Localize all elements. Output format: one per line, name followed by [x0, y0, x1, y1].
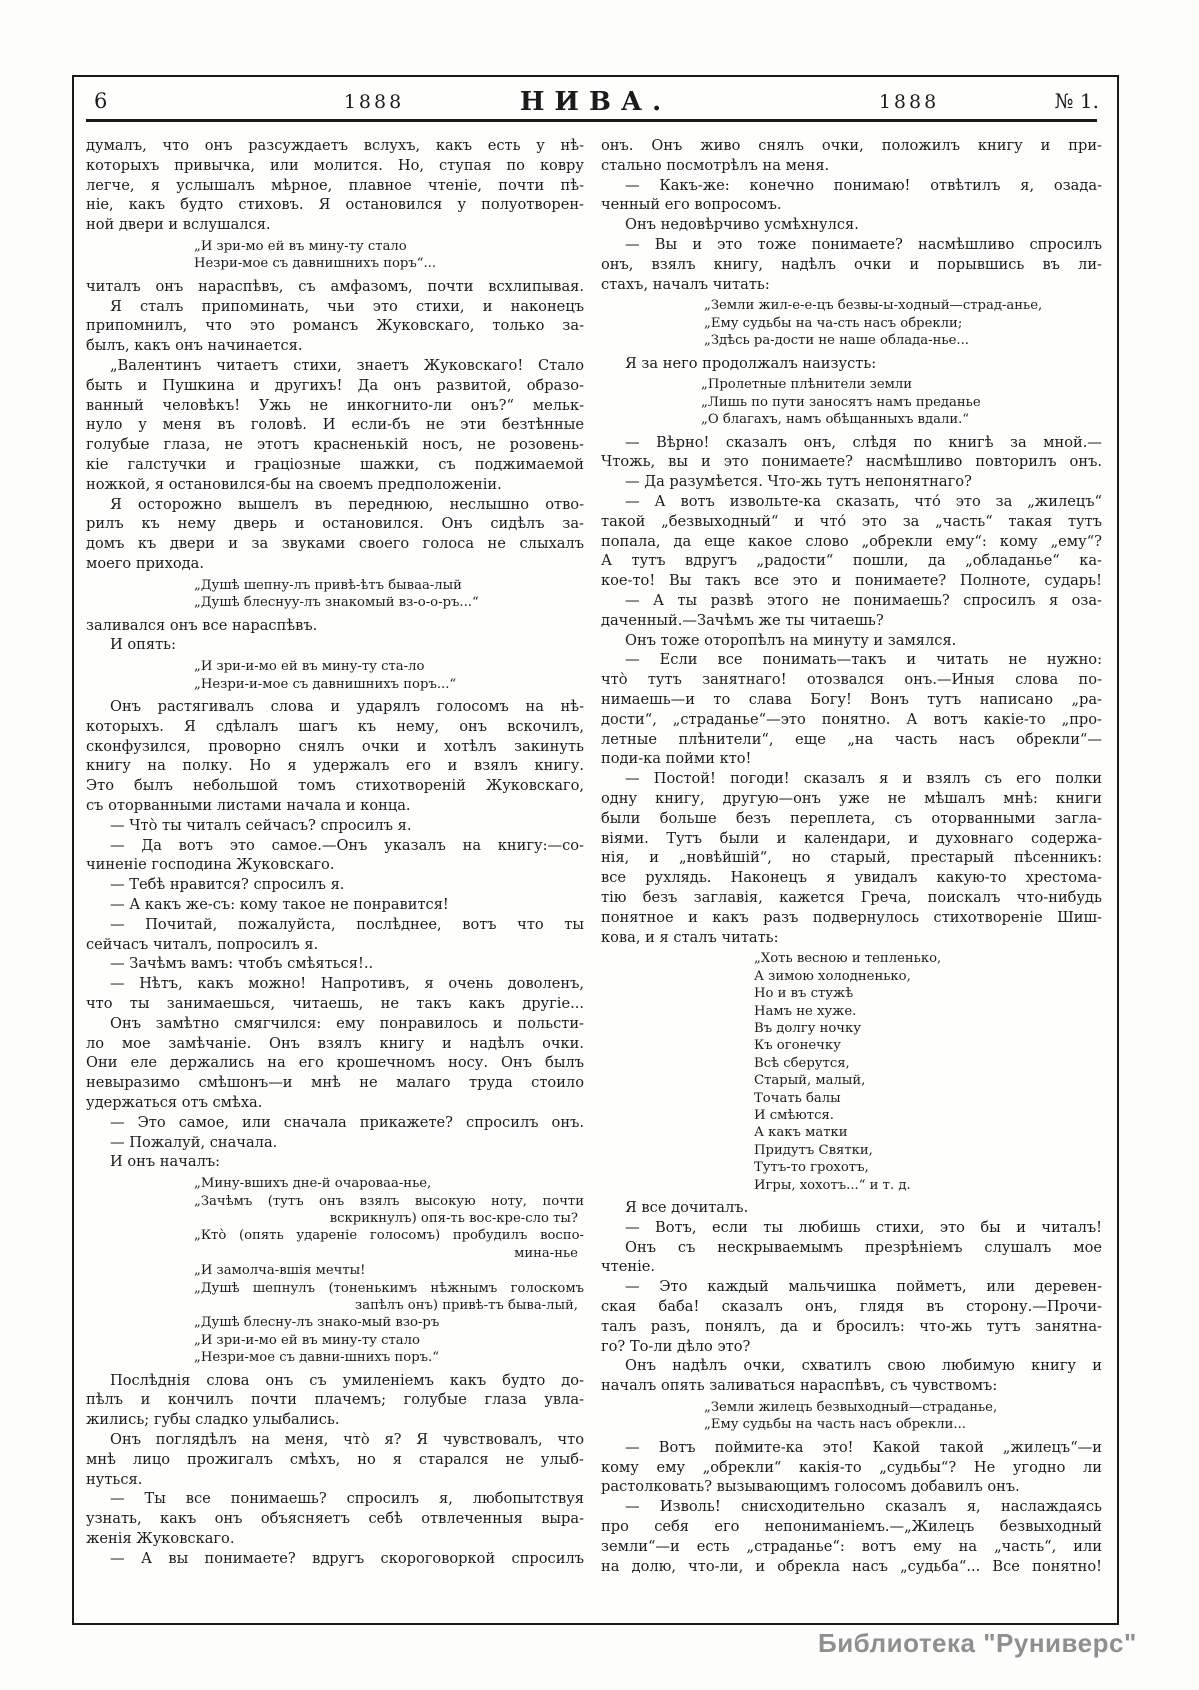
library-watermark: Библиотека "Руниверс" [818, 1628, 1137, 1658]
text-line: ножкой, я остановился-бы на своемъ предположеніи. [86, 475, 502, 493]
verse-line: Но и въ стужѣ [754, 986, 854, 1002]
paragraph [601, 433, 1102, 473]
paragraph [601, 1238, 1102, 1278]
text-line: — Да вотъ это самое.—Онъ указалъ на книгу:—со- [110, 836, 584, 854]
text-line: — А ты развѣ этого не понимаешь? спросилъ я оза- [625, 591, 1102, 609]
paragraph [601, 591, 1102, 631]
text-line: растолковать? вызывающимъ голосомъ добавилъ онъ. [601, 1478, 1020, 1496]
paragraph [86, 954, 584, 974]
text-line: узнать, какъ онъ объясняетъ себѣ отвлеченныя выра- [86, 1510, 584, 1528]
text-line: были больше безъ переплета, съ оторванными загла- [601, 809, 1102, 827]
text-line: женія Жуковскаго. [86, 1529, 235, 1547]
text-line: — Изволь! снисходительно сказалъ я, наслаждаясь [625, 1498, 1102, 1516]
text-line: — Ты все понимаешь? спросилъ я, любопытствуя [110, 1490, 584, 1508]
text-line: — А вы понимаете? вдругъ скороговоркой спросилъ [110, 1549, 584, 1567]
paragraph [86, 1014, 584, 1113]
verse-line: вскрикнулъ) опя-ть вос-кре-сло ты? [329, 1210, 578, 1226]
paragraph [86, 836, 584, 876]
paragraph [601, 1198, 1102, 1218]
verse-line: Къ огонечку [754, 1038, 841, 1054]
page-header [74, 87, 1117, 119]
text-line: началъ опять заливаться нараспѣвъ, съ чувствомъ: [601, 1377, 998, 1395]
verse-block [601, 376, 1102, 428]
verse-line: „Ему судьбы на ча-сть насъ обрекли; [704, 315, 963, 331]
verse-block [601, 1399, 1102, 1434]
text-line: которыхъ привычка, или молится. Но, ступая по ковру [86, 156, 584, 174]
header-year-left: 1888 [343, 91, 405, 113]
text-line: былъ, какъ онъ начинается. [86, 337, 303, 355]
verse-block [601, 297, 1102, 349]
verse-line: „О благахъ, намъ обѣщанныхъ вдали.“ [701, 412, 970, 428]
header-year-right: 1888 [878, 91, 940, 113]
text-line: быть и Пушкина и другихъ! Да онъ развитой, образо- [86, 376, 584, 394]
paragraph [86, 697, 584, 816]
paragraph [86, 1489, 584, 1548]
verse-line: Намъ не хуже. [754, 1003, 857, 1019]
text-line: нуться. [86, 1470, 143, 1488]
verse-line: запѣлъ онъ) привѣ-тъ быва-лый, [355, 1297, 578, 1313]
text-line: ніе, какъ будто стиховъ. Я остановился у полуотворен- [86, 196, 584, 214]
text-line: нія, и „новѣйшій“, но старый, престарый пѣсенникъ: [601, 849, 1102, 867]
paragraph [86, 1371, 584, 1430]
verse-block [601, 950, 1102, 1194]
text-line: — А вотъ извольте-ка сказать, что́ это за „жилецъ“ [625, 493, 1102, 510]
text-line: что̀ тутъ занятнаго! отозвался онъ.—Иныя слова по- [601, 671, 1102, 689]
text-line: Онъ съ нескрываемымъ презрѣніемъ слушалъ мое [625, 1238, 1102, 1256]
paragraph [86, 277, 584, 297]
verse-block [86, 577, 584, 612]
text-line: Я осторожно вышелъ въ переднюю, неслышно отво- [110, 495, 584, 513]
paragraph [86, 974, 584, 1014]
issue-number: № 1. [1054, 89, 1099, 113]
paragraph [601, 354, 1102, 374]
text-line: — Это самое, или сначала прикажете? спросилъ онъ. [110, 1113, 584, 1131]
text-line: Онъ растягивалъ слова и ударялъ голосомъ на нѣ- [110, 697, 584, 715]
text-line: кому ему „обрекли“ какія-то „судьбы“? Не угодно ли [601, 1458, 1102, 1476]
text-line: Они еле держались на его крошечномъ носу. Онъ былъ [86, 1054, 584, 1072]
paragraph [86, 356, 584, 495]
text-line: нимаешь—и то слава Богу! Вонъ тутъ написано „ра- [601, 690, 1102, 708]
verse-line: „И замолча-вшія мечты! [194, 1263, 366, 1279]
text-line: земли“—и есть „страданье“: вотъ ему на „часть“, или [601, 1537, 1102, 1555]
verse-line: Тутъ-то грохотъ, [754, 1160, 869, 1176]
paragraph [601, 1277, 1102, 1356]
paragraph [86, 635, 584, 655]
verse-line: А зимою холодненько, [754, 968, 911, 984]
text-line: — Это каждый мальчишка пойметъ, или деревен- [625, 1278, 1102, 1296]
verse-line: „Земли жилецъ безвыходный—страданье, [704, 1399, 998, 1415]
text-line: жились; губы сладко улыбались. [86, 1411, 340, 1429]
text-line: невыразимо смѣшонъ—и мнѣ не малаго труда стоило [86, 1074, 584, 1092]
paragraph [86, 616, 584, 636]
text-line: удержаться отъ смѣха. [86, 1093, 263, 1111]
paragraph [601, 472, 1102, 492]
text-line: про себя его непониманіемъ.—„Жилецъ безвыходный [601, 1517, 1102, 1535]
paragraph [86, 915, 584, 955]
paragraph [86, 875, 584, 895]
paragraph [86, 816, 584, 836]
text-line: что ты занимаешься, читаешь, не такъ какъ другіе... [86, 994, 584, 1012]
text-line: Онъ замѣтно смягчился: ему понравилось и польсти- [110, 1014, 584, 1032]
verse-block [86, 238, 584, 273]
verse-line: „Кто̀ (опять удареніе голосомъ) пробудилъ воспо- [194, 1228, 584, 1244]
paragraph [86, 1133, 584, 1153]
text-line: понятное и какъ разъ подвернулось стихотвореніе Шиш- [601, 908, 1102, 926]
verse-line: „Душѣ шепну-лъ привѣ-ѣтъ бываа-лый [194, 577, 462, 593]
verse-line: „Зачѣмъ (тутъ онъ взялъ высокую ноту, почти [194, 1193, 584, 1209]
text-line: стально посмотрѣлъ на меня. [601, 156, 830, 174]
text-line: И онъ началъ: [110, 1153, 221, 1171]
verse-line: „Незри-и-мое съ давнишнихъ поръ...“ [194, 676, 457, 692]
paragraph [601, 1497, 1102, 1576]
text-line: сейчасъ читалъ, попросилъ я. [86, 935, 319, 953]
verse-line: „Земли жил-е-е-цъ безвы-ы-ходный—страд-анье, [704, 298, 1043, 314]
text-line: ская баба! сказалъ онъ, глядя въ сторону.—Прочи- [601, 1298, 1102, 1315]
text-line: легче, я услышалъ мѣрное, плавное чтеніе, почти пѣ- [86, 176, 584, 194]
text-line: попала, да еще какое слово „обрекли ему“: кому „ему“? [601, 532, 1102, 550]
text-line: — Тебѣ нравится? спросилъ я. [110, 876, 345, 894]
verse-line: „Мину-вшихъ дне-й очароваа-нье, [194, 1176, 432, 1192]
text-line: такой „безвыходный“ и что́ это за „часть“ такая тутъ [601, 512, 1102, 530]
paragraph [601, 176, 1102, 216]
paragraph [601, 492, 1102, 591]
paragraph [86, 895, 584, 915]
verse-line: „Душѣ блесну-лъ знако-мый взо-ръ [194, 1315, 440, 1331]
paragraph [86, 1549, 584, 1569]
text-column-right [601, 136, 1102, 1576]
magazine-title: НИВА. [519, 87, 672, 117]
text-line: Я все дочиталъ. [625, 1199, 749, 1217]
text-line: думалъ, что онъ разсуждаетъ вслухъ, какъ есть у нѣ- [86, 137, 584, 154]
text-line: ченный его вопросомъ. [601, 196, 782, 214]
text-line: чиненіе господина Жуковскаго. [86, 856, 335, 874]
paragraph [86, 136, 584, 235]
text-line: рилъ къ нему дверь и остановился. Онъ сидѣлъ за- [86, 515, 584, 533]
text-line: онъ, взялъ книгу, надѣлъ очки и порывшись въ ли- [601, 255, 1102, 273]
text-line: заливался онъ все нараспѣвъ. [86, 616, 318, 634]
text-line: сконфузился, проворно снялъ очки и хотѣлъ закинуть [86, 737, 584, 755]
paragraph [601, 1218, 1102, 1238]
text-line: кіе галстучки и граціозные шажки, съ поджимаемой [86, 455, 584, 473]
verse-line: Точать балы [754, 1090, 841, 1106]
text-line: Онъ недовѣрчиво усмѣхнулся. [625, 216, 859, 234]
paragraph [601, 1438, 1102, 1497]
text-line: все рухлядь. Наконецъ я увидалъ какую-то хрестома- [601, 869, 1102, 887]
text-line: моего прихода. [86, 554, 204, 572]
text-line: онъ. Онъ живо снялъ очки, положилъ книгу и при- [601, 137, 1102, 154]
text-line: — Вотъ поймите-ка это! Какой такой „жилецъ“—и [625, 1438, 1102, 1456]
text-line: — Если все понимать—такъ и читать не нужно: [625, 651, 1102, 669]
text-line: ванный человѣкъ! Ужь не инкогнито-ли онъ?“ мельк- [86, 396, 584, 414]
text-column-left [86, 136, 584, 1569]
text-line: даченный.—Зачѣмъ же ты читаешь? [601, 611, 884, 629]
verse-line: „И зри-и-мо ей въ мину-ту ста-ло [194, 659, 425, 675]
page-frame [72, 75, 1119, 1625]
text-line: домъ къ двери и за звуками своего голоса не слыхалъ [86, 535, 584, 553]
text-line: Я за него продолжалъ наизусть: [625, 354, 877, 372]
text-line: — Вы и это тоже понимаете? насмѣшливо спросилъ [625, 235, 1102, 253]
text-line: — Почитай, пожалуйста, послѣднее, вотъ что ты [110, 915, 584, 933]
verse-line: „Здѣсь ра-дости не наше облада-нье... [704, 333, 969, 349]
text-line: Я сталъ припоминать, чьи это стихи, и наконецъ [110, 297, 584, 315]
verse-line: „Пролетные плѣнители земли [701, 377, 913, 393]
text-line: — А какъ же-съ: кому такое не понравится! [110, 895, 449, 913]
text-line: летные плѣнители“, еще „на часть насъ обрекли“— [601, 730, 1102, 748]
text-line: Онъ надѣлъ очки, схватилъ свою любимую книгу и [625, 1357, 1102, 1375]
text-line: съ оторванными листами начала и конца. [86, 796, 411, 814]
text-line: пѣлъ и кончилъ почти плачемъ; голубые глаза увла- [86, 1391, 584, 1409]
text-line: „Валентинъ читаетъ стихи, знаетъ Жуковскаго! Стало [110, 356, 584, 374]
page-number: 6 [94, 89, 108, 113]
text-line: кова, и я сталъ читать: [601, 928, 779, 946]
text-line: дости“, „страданье“—это понятно. А вотъ какіе-то „про- [601, 710, 1102, 728]
text-line: Чтожь, вы и это понимаете? насмѣшливо повторилъ онъ. [601, 453, 1102, 471]
text-line: чтеніе. [601, 1258, 656, 1276]
text-line: — Что̀ ты читалъ сейчасъ? спросилъ я. [110, 816, 412, 834]
text-line: ло мое замѣчаніе. Онъ взялъ книгу и надѣлъ очки. [86, 1034, 584, 1052]
text-line: Послѣднія слова онъ съ умиленіемъ какъ будто до- [110, 1371, 584, 1389]
paragraph [601, 235, 1102, 294]
text-line: — Нѣтъ, какъ можно! Напротивъ, я очень доволенъ, [110, 975, 584, 993]
text-line: — Постой! погоди! сказалъ я и взялъ съ его полки [625, 770, 1102, 788]
paragraph [86, 495, 584, 574]
text-line: талъ разъ, понялъ, да и бросилъ: что-жь тутъ занятна- [601, 1317, 1102, 1335]
text-line: стахъ, началъ читать: [601, 275, 770, 293]
paragraph [601, 769, 1102, 947]
verse-line: „Хоть весною и тепленько, [754, 951, 942, 967]
text-line: — Какъ-же: конечно понимаю! отвѣтилъ я, озада- [625, 176, 1102, 194]
text-line: поди-ка пойми кто! [601, 750, 752, 768]
text-line: — Зачѣмъ вамъ: чтобъ смѣяться!.. [110, 955, 374, 973]
verse-line: Незри-мое съ давнишнихъ поръ“... [194, 256, 437, 272]
text-line: — Пожалуй, сначала. [110, 1133, 278, 1151]
verse-line: мина-нье [514, 1245, 578, 1261]
header-rule [86, 119, 1097, 122]
paragraph [601, 650, 1102, 769]
text-line: — Да разумѣется. Что-жь тутъ непонятнаго? [625, 473, 972, 491]
paragraph [601, 215, 1102, 235]
text-line: тію безъ заглавія, кажется Греча, поискалъ что-нибудь [601, 888, 1102, 906]
verse-block [86, 1175, 584, 1366]
paragraph [601, 136, 1102, 176]
verse-line: „Душѣ блеснуу-лъ знакомый вз-о-о-ръ...“ [194, 595, 479, 611]
text-line: Это былъ небольшой томъ стихотвореній Жуковскаго, [86, 777, 584, 795]
verse-line: „Душѣ шепнулъ (тоненькимъ нѣжнымъ голоскомъ [194, 1280, 584, 1296]
text-line: читалъ онъ нараспѣвъ, съ амфазомъ, почти всхлипывая. [86, 277, 584, 295]
text-line: которыхъ. Я сдѣлалъ шагъ къ нему, онъ вскочилъ, [86, 717, 584, 735]
text-line: книгу на полку. Но я удержалъ его и взялъ книгу. [86, 757, 584, 775]
verse-line: Всѣ сберутся, [754, 1055, 850, 1071]
text-line: віями. Тутъ были и календари, и духовнаго содержа- [601, 829, 1102, 847]
verse-line: А какъ матки [754, 1125, 848, 1141]
text-line: — Вѣрно! сказалъ онъ, слѣдя по книгѣ за мной.— [625, 433, 1102, 451]
text-line: одну книгу, другую—онъ уже не мѣшалъ мнѣ: книги [601, 789, 1102, 807]
paragraph [86, 1152, 584, 1172]
paragraph [601, 631, 1102, 651]
text-line: — Вотъ, если ты любишь стихи, это бы и читалъ! [625, 1218, 1102, 1236]
text-line: нуло у меня въ головѣ. И если-бъ не эти безтѣнные [86, 416, 584, 434]
text-line: го? То-ли дѣло это? [601, 1337, 751, 1355]
verse-line: „И зри-и-мо ей въ мину-ту стало [194, 1332, 420, 1348]
text-line: Онъ поглядѣлъ на меня, что̀ я? Я чувствовалъ, что [110, 1430, 584, 1448]
text-line: на долю, что-ли, и обрекла насъ „судьба“... Все понятно! [601, 1557, 1102, 1575]
text-line: мнѣ лицо прожигалъ смѣхъ, но я старался не улыб- [86, 1450, 584, 1468]
paragraph [601, 1356, 1102, 1396]
text-line: ной двери и вслушался. [86, 216, 271, 234]
paragraph [86, 297, 584, 356]
verse-line: „Незри-мое съ давни-шнихъ поръ.“ [194, 1350, 439, 1366]
verse-line: Игры, хохотъ...“ и т. д. [754, 1177, 911, 1193]
text-line: припомнилъ, что это романсъ Жуковскаго, только за- [86, 317, 584, 335]
paragraph [86, 1113, 584, 1133]
verse-line: „Лишь по пути заносятъ намъ преданье [701, 394, 981, 410]
verse-line: Придутъ Святки, [754, 1142, 873, 1158]
verse-line: Старый, малый, [754, 1073, 866, 1089]
text-line: А тутъ вдругъ „радости“ пошли, да „обладанье“ ка- [601, 552, 1102, 570]
verse-line: Въ долгу ночку [754, 1020, 862, 1036]
text-line: голубые глаза, не этотъ красненькій носъ, не розовень- [86, 436, 584, 454]
verse-line: „И зри-мо ей въ мину-ту стало [194, 238, 407, 254]
text-line: И опять: [110, 636, 177, 654]
text-line: кое-то! Вы такъ все это и понимаете? Полноте, сударь! [601, 572, 1102, 590]
verse-line: И смѣются. [754, 1107, 834, 1123]
text-line: Онъ тоже оторопѣлъ на минуту и замялся. [625, 631, 957, 649]
verse-line: „Ему судьбы на часть насъ обрекли... [704, 1417, 966, 1433]
verse-block [86, 658, 584, 693]
paragraph [86, 1430, 584, 1489]
